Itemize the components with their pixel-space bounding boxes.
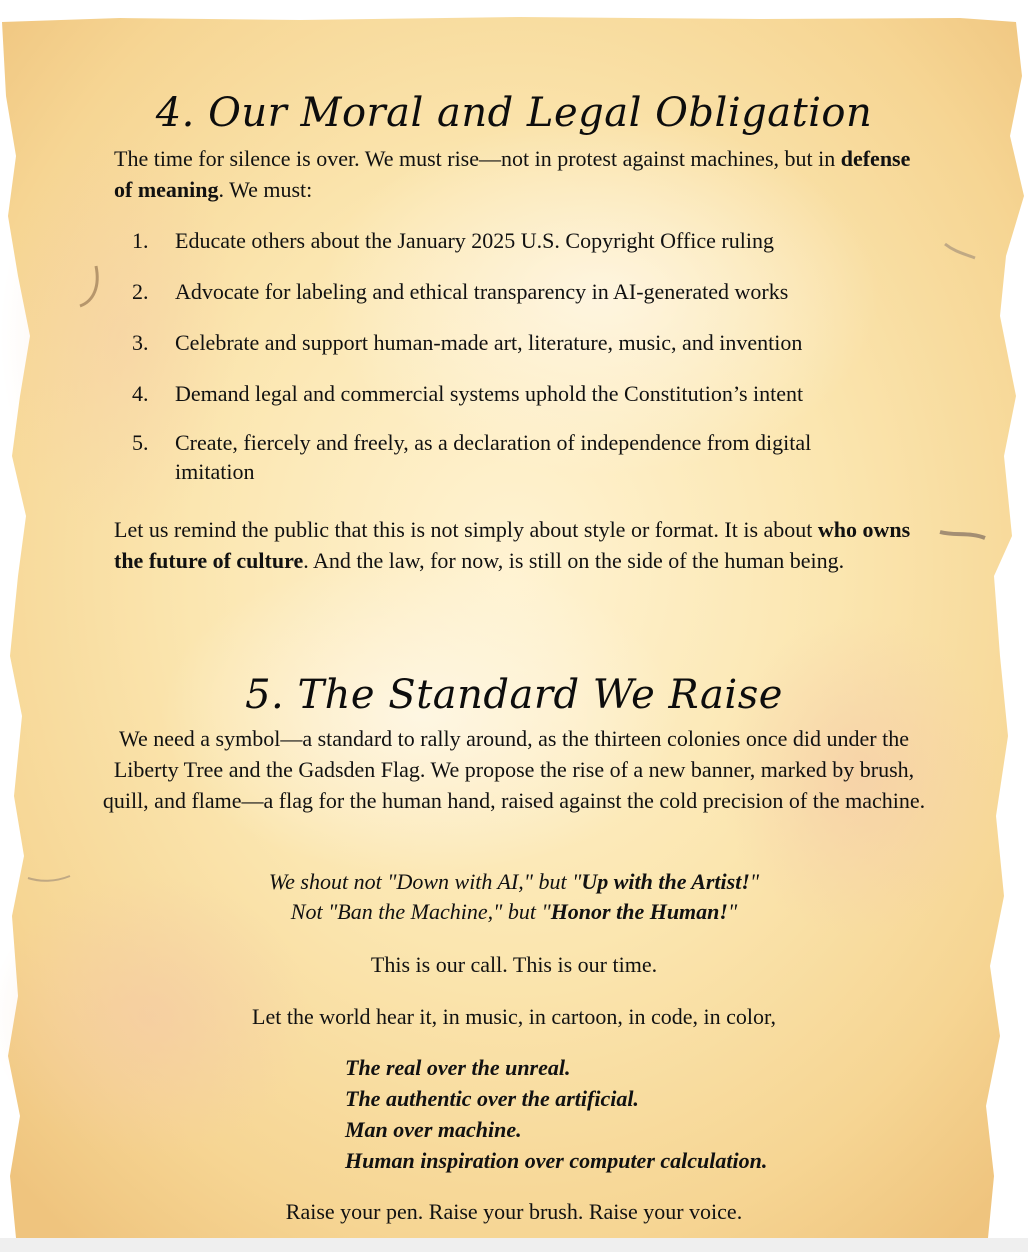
list-number: 2. [132,279,149,304]
list-number: 1. [132,228,149,253]
list-item [114,226,894,255]
list-text: Celebrate and support human-made art, literature, music, and invention [175,330,803,355]
world-line: Let the world hear it, in music, in cartoon, in code, in color, [252,1004,776,1029]
shout-bold: Up with the Artist! [581,869,750,894]
shout-text: We shout not "Down with AI," but " [268,869,582,894]
closing-bold: who owns the future of culture [114,517,911,573]
poem-line: Human inspiration over computer calculation. [345,1148,768,1173]
intro-text: The time for silence is over. We must rise—not in protest against machines, but in [114,146,841,171]
section-4-heading: 4. Our Moral and Legal Obligation [155,90,873,136]
list-number: 5. [132,430,149,455]
list-text: Demand legal and commercial systems uphold the Constitution’s intent [175,381,804,406]
shout-bold: Honor the Human! [550,899,728,924]
poem-line: The real over the unreal. [345,1055,571,1080]
intro-text-end: . We must: [218,177,313,202]
list-text: Create, fiercely and freely, as a declaration of independence from digital imitation [175,430,812,484]
standard-paragraph: We need a symbol—a standard to rally around, as the thirteen colonies once did under the Liberty Tree and the Gadsden Flag. We propose the rise of a new banner, marked by brush, quill, and flame—a flag for the human hand, raised against the cold precision of the machine. [102,726,926,813]
bottom-scroll-strip [0,1238,1028,1252]
list-number: 3. [132,330,149,355]
closing-text-end: . And the law, for now, is still on the side of the human being. [303,548,845,573]
list-item [114,328,894,357]
shout-lines [100,867,928,927]
call-line: This is our call. This is our time. [370,952,658,977]
section-4-intro [114,143,914,205]
poem-line: The authentic over the artificial. [345,1086,639,1111]
list-number: 4. [132,381,149,406]
list-item [114,428,894,486]
intro-bold: defense of meaning [114,146,911,202]
section-5-heading: 5. The Standard We Raise [245,672,783,718]
shout-text-end: " [727,899,738,924]
poem-block [345,1052,767,1176]
poem-line: Man over machine. [345,1117,522,1142]
closing-text: Let us remind the public that this is not simply about style or format. It is about [114,517,818,542]
obligation-list [114,226,894,486]
section-4-closing [114,514,914,576]
list-item [114,379,894,408]
list-item [114,277,894,306]
list-text: Educate others about the January 2025 U.S. Copyright Office ruling [175,228,774,253]
list-text: Advocate for labeling and ethical transparency in AI-generated works [175,279,789,304]
shout-text-end: " [749,869,760,894]
shout-text: Not "Ban the Machine," but " [290,899,551,924]
raise-line: Raise your pen. Raise your brush. Raise your voice. [285,1199,743,1224]
